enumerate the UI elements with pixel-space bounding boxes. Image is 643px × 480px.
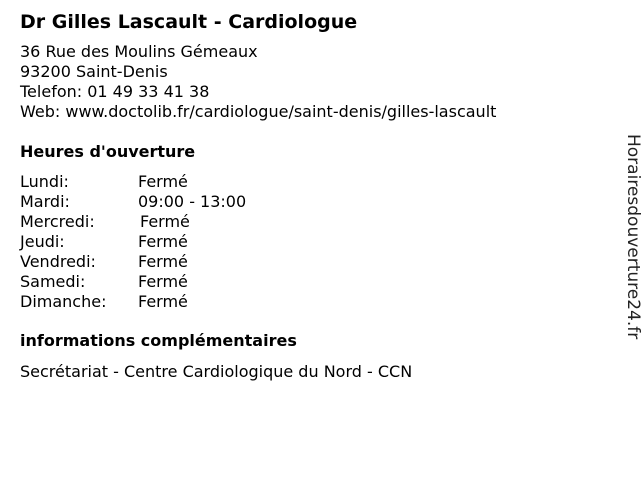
phone-line: Telefon: 01 49 33 41 38 [20, 82, 210, 101]
hours-row-friday [20, 252, 600, 272]
hours-value: 09:00 - 13:00 [138, 192, 247, 211]
day-label: Vendredi: [20, 252, 96, 271]
hours-row-saturday [20, 272, 600, 292]
page-title: Dr Gilles Lascault - Cardiologue [20, 11, 358, 33]
additional-info-heading: informations complémentaires [20, 331, 297, 350]
hours-row-monday [20, 172, 600, 192]
hours-row-wednesday [20, 212, 600, 232]
day-label: Lundi: [20, 172, 69, 191]
hours-value: Fermé [138, 172, 188, 191]
hours-value: Fermé [138, 232, 188, 251]
site-watermark: Horairesdouverture24.fr [623, 134, 643, 340]
hours-value: Fermé [140, 212, 190, 231]
website-line: Web: www.doctolib.fr/cardiologue/saint-denis/gilles-lascault [20, 102, 497, 121]
hours-heading: Heures d'ouverture [20, 142, 196, 161]
hours-row-tuesday [20, 192, 600, 212]
hours-row-thursday [20, 232, 600, 252]
day-label: Jeudi: [20, 232, 65, 251]
additional-info-text: Secrétariat - Centre Cardiologique du Nord - CCN [20, 362, 413, 381]
hours-value: Fermé [138, 272, 188, 291]
address-block [20, 42, 600, 122]
day-label: Mardi: [20, 192, 70, 211]
day-label: Samedi: [20, 272, 86, 291]
day-label: Mercredi: [20, 212, 95, 231]
hours-value: Fermé [138, 292, 188, 311]
day-label: Dimanche: [20, 292, 107, 311]
hours-table [20, 172, 600, 312]
hours-value: Fermé [138, 252, 188, 271]
street-address: 36 Rue des Moulins Gémeaux [20, 42, 258, 61]
business-card [20, 10, 600, 382]
hours-row-sunday [20, 292, 600, 312]
city-line: 93200 Saint-Denis [20, 62, 168, 81]
